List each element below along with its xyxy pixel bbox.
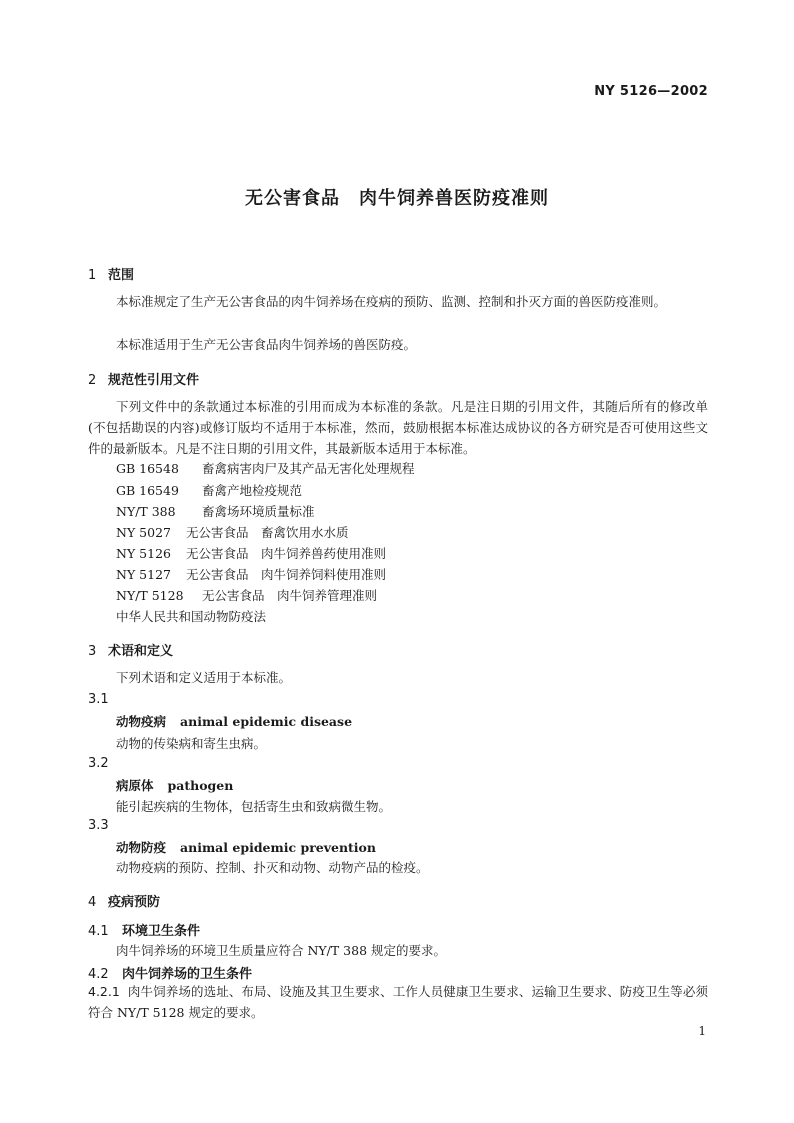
reference-code: GB 16549 xyxy=(116,483,179,498)
subsection-4-1-heading xyxy=(88,920,200,939)
section-4-heading xyxy=(88,891,160,910)
section-1-paragraph-1: 本标准规定了生产无公害食品的肉牛饲养场在疫病的预防、监测、控制和扑灭方面的兽医防疫准则。 xyxy=(116,294,667,309)
reference-code: NY 5126 xyxy=(116,546,171,561)
term-number: 3.2 xyxy=(88,756,109,771)
term-cn: 动物疫病 xyxy=(116,714,167,729)
reference-code: NY 5027 xyxy=(116,525,171,540)
subsection-number: 4.2.1 xyxy=(88,984,120,999)
reference-title: 无公害食品 肉牛饲养兽药使用准则 xyxy=(186,546,387,561)
reference-item xyxy=(116,586,377,604)
subsection-4-1-text: 肉牛饲养场的环境卫生质量应符合 NY/T 388 规定的要求。 xyxy=(116,943,447,958)
reference-title: 畜禽病害肉尸及其产品无害化处理规程 xyxy=(202,461,415,476)
reference-code: NY/T 5128 xyxy=(116,588,184,603)
section-2-heading xyxy=(88,369,199,388)
reference-code: NY/T 388 xyxy=(116,504,176,519)
section-number: 4 xyxy=(88,895,97,910)
term-en: animal epidemic disease xyxy=(180,714,353,729)
subsection-title: 肉牛饲养场的卫生条件 xyxy=(122,967,253,982)
section-3-heading xyxy=(88,640,173,659)
term-definition: 动物疫病的预防、控制、扑灭和动物、动物产品的检疫。 xyxy=(116,860,429,875)
term-number: 3.3 xyxy=(88,818,109,833)
reference-code: NY 5127 xyxy=(116,567,171,582)
subsection-number: 4.1 xyxy=(88,924,109,939)
subsection-text: 肉牛饲养场的选址、布局、设施及其卫生要求、工作人员健康卫生要求、运输卫生要求、防疫卫生等必须符合 NY/T 5128 规定的要求。 xyxy=(88,984,708,1020)
section-title: 范围 xyxy=(108,268,135,283)
section-number: 3 xyxy=(88,644,97,659)
term-heading xyxy=(116,776,233,794)
term-heading xyxy=(116,712,352,730)
subsection-number: 4.2 xyxy=(88,967,109,982)
reference-title: 畜禽产地检疫规范 xyxy=(202,483,303,498)
term-heading xyxy=(116,838,376,856)
term-cn: 病原体 xyxy=(116,778,154,793)
section-title: 规范性引用文件 xyxy=(108,373,200,388)
term-definition: 动物的传染病和寄生虫病。 xyxy=(116,736,267,751)
section-2-paragraph: 下列文件中的条款通过本标准的引用而成为本标准的条款。凡是注日期的引用文件，其随后所有的修改单(不包括勘误的内容)或修订版均不适用于本标准，然而，鼓励根据本标准达成协议的各方研究是否可使用这些文件的最新版本。凡是不注日期的引用文件，其最新版本适用于本标准。 xyxy=(88,399,708,456)
subsection-4-2-heading xyxy=(88,963,252,982)
reference-item xyxy=(116,502,315,520)
reference-item xyxy=(116,481,302,499)
reference-title: 畜禽场环境质量标准 xyxy=(202,504,315,519)
reference-item xyxy=(116,523,349,541)
reference-item xyxy=(116,459,415,477)
section-1-heading xyxy=(88,264,134,283)
subsection-title: 环境卫生条件 xyxy=(122,924,201,939)
reference-title: 无公害食品 肉牛饲养饲料使用准则 xyxy=(186,567,387,582)
reference-code: GB 16548 xyxy=(116,461,179,476)
reference-title: 无公害食品 畜禽饮用水水质 xyxy=(186,525,349,540)
reference-item xyxy=(116,565,386,583)
term-number: 3.1 xyxy=(88,692,109,707)
term-cn: 动物防疫 xyxy=(116,840,167,855)
section-title: 疫病预防 xyxy=(108,895,161,910)
subsection-4-2-1-paragraph xyxy=(88,981,708,1023)
term-definition: 能引起疾病的生物体，包括寄生虫和致病微生物。 xyxy=(116,799,392,814)
reference-title: 无公害食品 肉牛饲养管理准则 xyxy=(202,588,378,603)
term-en: animal epidemic prevention xyxy=(180,840,376,855)
section-title: 术语和定义 xyxy=(108,644,174,659)
reference-item xyxy=(116,544,386,562)
reference-law: 中华人民共和国动物防疫法 xyxy=(116,609,267,624)
standard-code: NY 5126—2002 xyxy=(594,84,708,99)
term-en: pathogen xyxy=(167,778,234,793)
section-number: 2 xyxy=(88,373,97,388)
page-number: 1 xyxy=(698,1024,706,1038)
section-3-intro: 下列术语和定义适用于本标准。 xyxy=(116,670,292,685)
document-title: 无公害食品 肉牛饲养兽医防疫准则 xyxy=(245,188,549,209)
section-1-paragraph-2: 本标准适用于生产无公害食品肉牛饲养场的兽医防疫。 xyxy=(116,337,417,352)
section-number: 1 xyxy=(88,268,97,283)
